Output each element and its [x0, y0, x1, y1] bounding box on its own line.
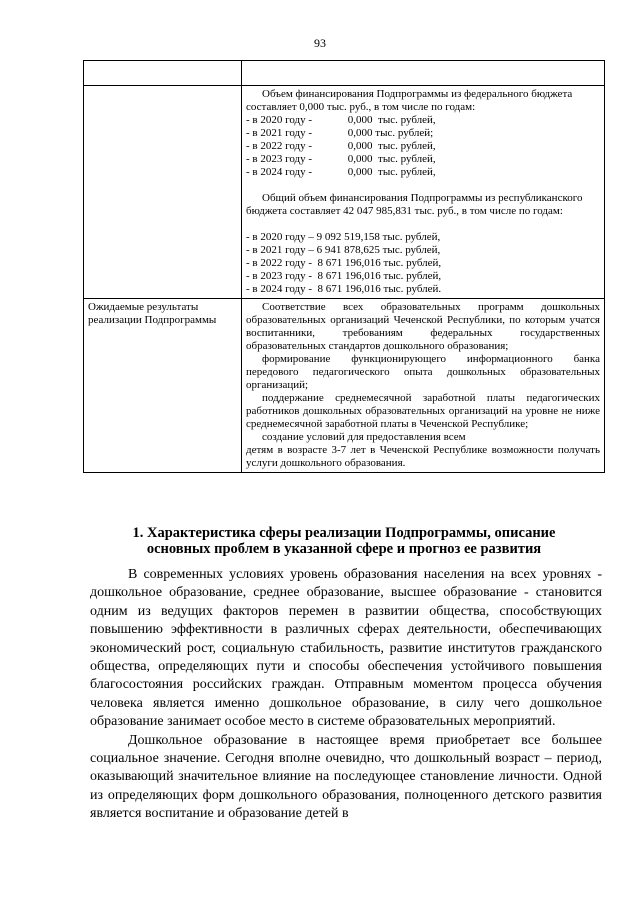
table-cell-empty-left	[84, 61, 242, 86]
table-cell-empty-right	[242, 61, 605, 86]
republic-year-2024: - в 2024 году - 8 671 196,016 тыс. рублей.	[246, 283, 442, 295]
federal-year-2021: - в 2021 году - 0,000 тыс. рублей;	[246, 127, 434, 139]
republic-year-2020: - в 2020 году – 9 092 519,158 тыс. рублей,	[246, 231, 441, 243]
result-item-info-bank: формирование функционирующего информационного банка передового педагогического опыта дошкольных образовательных организаций;	[246, 353, 600, 391]
results-label: Ожидаемые результаты реализации Подпрограммы	[84, 299, 242, 473]
table-row-results	[84, 299, 605, 473]
section-body	[90, 566, 602, 824]
table-cell-financing-content	[242, 86, 605, 299]
section-title	[83, 525, 605, 557]
page-number: 93	[314, 36, 326, 50]
result-item-children: детям в возрасте 3-7 лет в Чеченской Республике возможности получать услуги дошкольного образования.	[246, 444, 600, 469]
federal-year-2024: - в 2024 году - 0,000 тыс. рублей,	[246, 166, 436, 178]
table-row-financing	[84, 86, 605, 299]
result-item-standards: Соответствие всех образовательных программ дошкольных образовательных организаций Чеченской Республики, по которым учатся воспитанники, требованиям федеральных государственных образовательных стандартов дошкольного образования;	[246, 301, 600, 352]
republic-financing-intro: Общий объем финансирования Подпрограммы из республиканского бюджета составляет 42 047 985,831 тыс. руб., в том числе по годам:	[246, 192, 583, 217]
republic-year-2022: - в 2022 году - 8 671 196,016 тыс. рублей,	[246, 257, 442, 269]
federal-year-2020: - в 2020 году - 0,000 тыс. рублей,	[246, 114, 436, 126]
table-row-empty	[84, 61, 605, 86]
republic-year-2023: - в 2023 году - 8 671 196,016 тыс. рублей,	[246, 270, 442, 282]
federal-financing-intro: Объем финансирования Подпрограммы из федерального бюджета составляет 0,000 тыс. руб., в том числе по годам:	[246, 88, 573, 113]
federal-year-2022: - в 2022 году - 0,000 тыс. рублей,	[246, 140, 436, 152]
subprogram-passport-table	[83, 60, 605, 473]
section-title-line-1: 1. Характеристика сферы реализации Подпрограммы, описание	[132, 525, 556, 541]
section-title-line-2: основных проблем в указанной сфере и прогноз ее развития	[146, 541, 542, 557]
table-cell-results-content	[242, 299, 605, 473]
table-cell-financing-label	[84, 86, 242, 299]
result-item-conditions: создание условий для предоставления всем	[262, 431, 466, 443]
body-paragraph-2: Дошкольное образование в настоящее время приобретает все большее социальное значение. Сегодня вполне очевидно, что дошкольный возраст – период, оказывающий значительное влияние на последующее становление личности. Одной из определяющих форм дошкольного образования, полноценного детского развития является воспитание и образование детей в	[90, 732, 602, 822]
republic-year-2021: - в 2021 году – 6 941 878,625 тыс. рублей,	[246, 244, 441, 256]
federal-year-2023: - в 2023 году - 0,000 тыс. рублей,	[246, 153, 436, 165]
result-item-salary: поддержание среднемесячной заработной платы педагогических работников дошкольных образовательных организаций на уровне не ниже среднемесячной заработной платы в Чеченской Республике;	[246, 392, 600, 430]
body-paragraph-1: В современных условиях уровень образования населения на всех уровнях - дошкольное образование, среднее образование, высшее образование - становится одним из ведущих факторов перемен в развитии общества, способствующих повышению эффективности в различных сферах деятельности, обеспечивающих экономический рост, социальную стабильность, развитие институтов гражданского общества, определяющих пути и способы обеспечения устойчивого повышения благосостояния российских граждан. Отправным моментом процесса обучения человека является именно дошкольное образование, в силу чего дошкольное образование занимает особое место в системе образовательных мероприятий.	[90, 567, 602, 730]
